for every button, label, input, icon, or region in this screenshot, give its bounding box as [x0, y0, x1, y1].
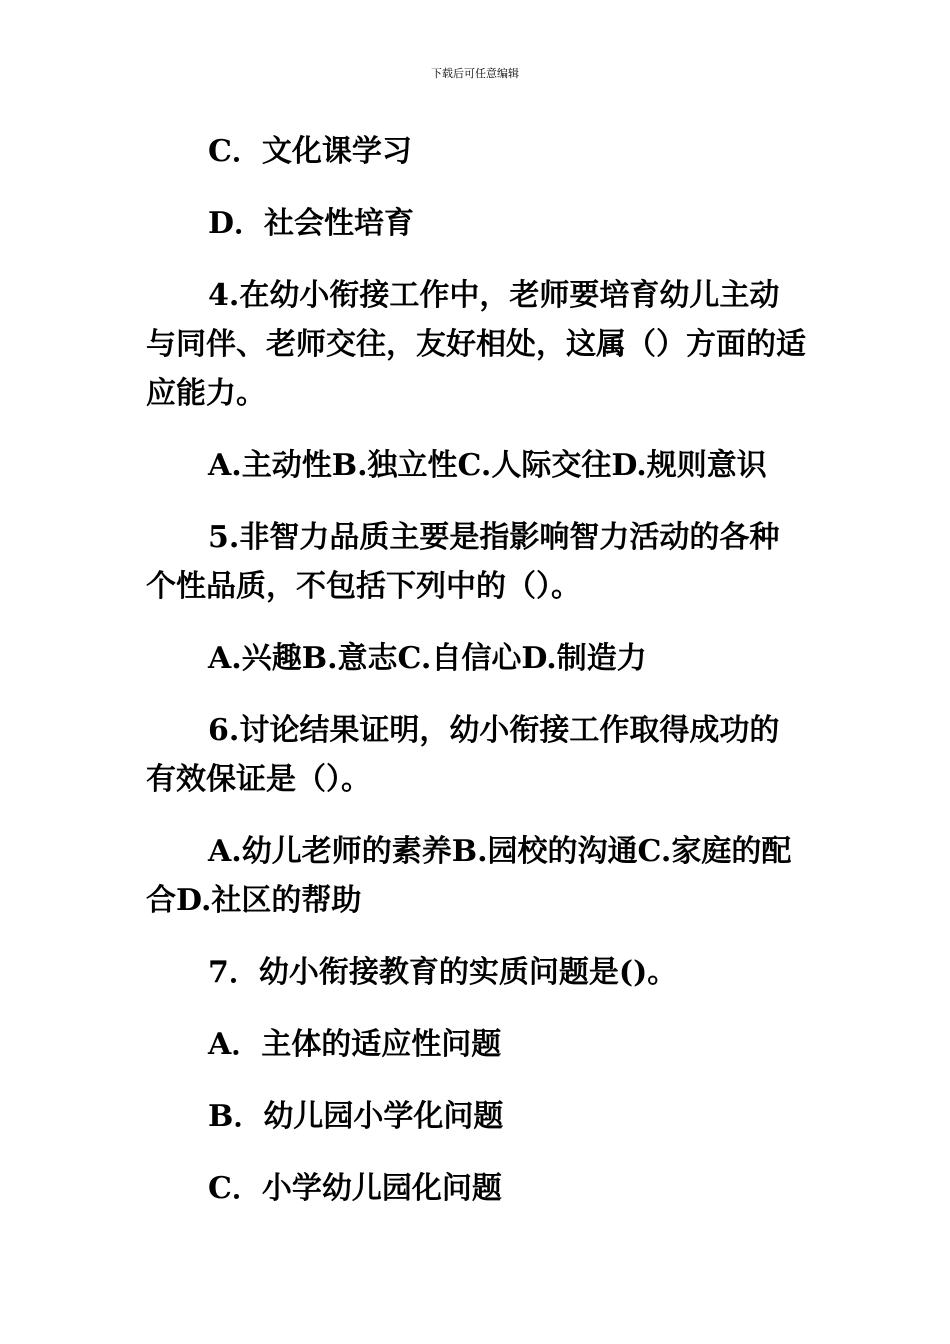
question-6: 6.讨论结果证明，幼小衔接工作取得成功的有效保证是（）。: [146, 713, 780, 797]
question-7-option-a: A．主体的适应性问题: [208, 1027, 502, 1062]
option-c-culture-study: C．文化课学习: [208, 134, 412, 169]
question-5-options: A.兴趣B.意志C.自信心D.制造力: [208, 641, 647, 676]
question-7-option-b: B．幼儿园小学化问题: [208, 1099, 504, 1134]
question-7-option-c: C．小学幼儿园化问题: [208, 1171, 502, 1206]
page-header: 下载后可任意编辑: [431, 67, 519, 80]
question-4: 4.在幼小衔接工作中，老师要培育幼儿主动与同伴、老师交往，友好相处，这属（）方面的适应能力。: [146, 278, 806, 411]
question-4-options: A.主动性B.独立性C.人际交往D.规则意识: [208, 448, 767, 483]
option-d-social-cultivation: D．社会性培育: [208, 206, 415, 241]
question-7: 7．幼小衔接教育的实质问题是()。: [208, 955, 678, 990]
question-5: 5.非智力品质主要是指影响智力活动的各种个性品质，不包括下列中的（）。: [146, 520, 780, 604]
question-6-options: A.幼儿老师的素养B.园校的沟通C.家庭的配合D.社区的帮助: [146, 834, 792, 918]
document-body: [146, 127, 806, 1236]
